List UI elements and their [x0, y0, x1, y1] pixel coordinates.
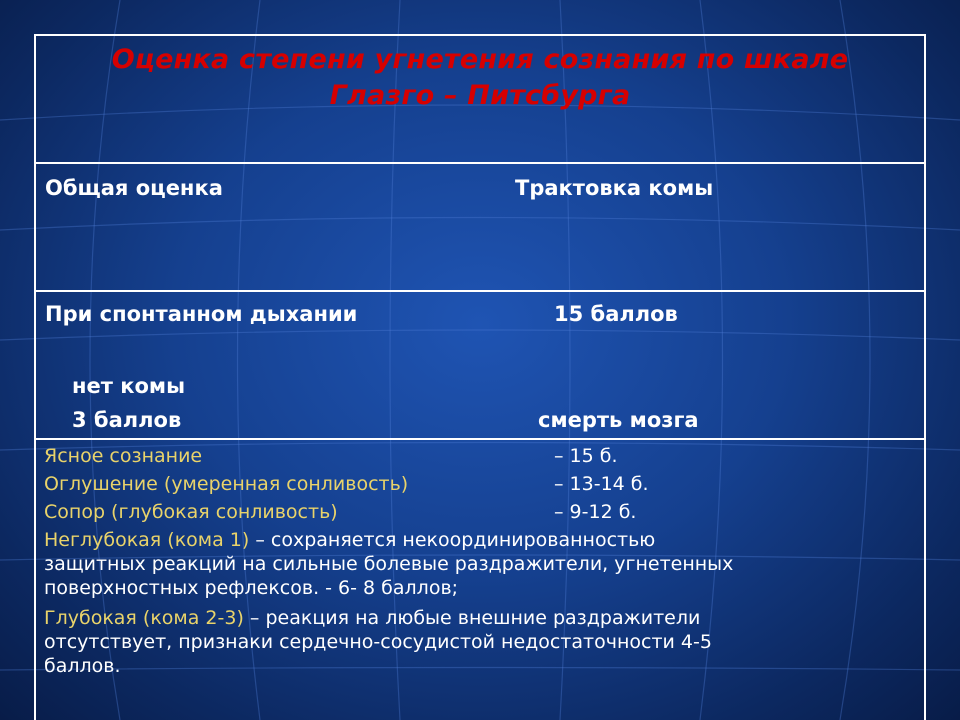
shallow-coma-line-1	[44, 528, 655, 552]
header-general-score: Общая оценка	[45, 176, 223, 200]
level-stupefaction: Оглушение (умеренная сонливость)	[44, 473, 409, 495]
deep-coma-name: Глубокая (кома 2-3)	[44, 607, 244, 629]
level-sopor: Сопор (глубокая сонливость)	[44, 501, 338, 523]
level-stupefaction-value: – 13-14 б.	[554, 473, 649, 495]
level-clear-consciousness-value: – 15 б.	[554, 445, 618, 467]
deep-coma-line-1	[44, 606, 700, 630]
shallow-coma-line-3: поверхностных рефлексов. - 6- 8 баллов;	[44, 577, 459, 599]
level-sopor-value: – 9-12 б.	[554, 501, 637, 523]
deep-coma-line-2: отсутствует, признаки сердечно-сосудистой недостаточности 4-5	[44, 631, 712, 653]
score-min: 3 баллов	[72, 408, 182, 432]
header-row	[36, 164, 924, 292]
spontaneous-label: При спонтанном дыхании	[45, 302, 358, 326]
title-line-1: Оценка степени угнетения сознания по шкале	[111, 44, 849, 75]
title-line-2: Глазго – Питсбурга	[329, 80, 631, 111]
deep-coma-text-1: – реакция на любые внешние раздражители	[243, 607, 701, 629]
shallow-coma-name: Неглубокая (кома 1)	[44, 529, 250, 551]
deep-coma-line-3: баллов.	[44, 655, 121, 677]
detail-row	[36, 440, 924, 720]
shallow-coma-line-2: защитных реакций на сильные болевые раздражители, угнетенных	[44, 553, 734, 575]
title-row	[36, 36, 924, 164]
spontaneous-breathing-row	[36, 292, 924, 440]
score-max: 15 баллов	[554, 302, 678, 326]
score-table	[34, 34, 926, 720]
level-clear-consciousness: Ясное сознание	[44, 445, 203, 467]
slide-title	[36, 42, 924, 114]
brain-death-label: смерть мозга	[538, 408, 699, 432]
shallow-coma-text-1: – сохраняется некоординированностью	[249, 529, 656, 551]
no-coma-label: нет комы	[72, 374, 186, 398]
header-coma-interpretation: Трактовка комы	[515, 176, 714, 200]
